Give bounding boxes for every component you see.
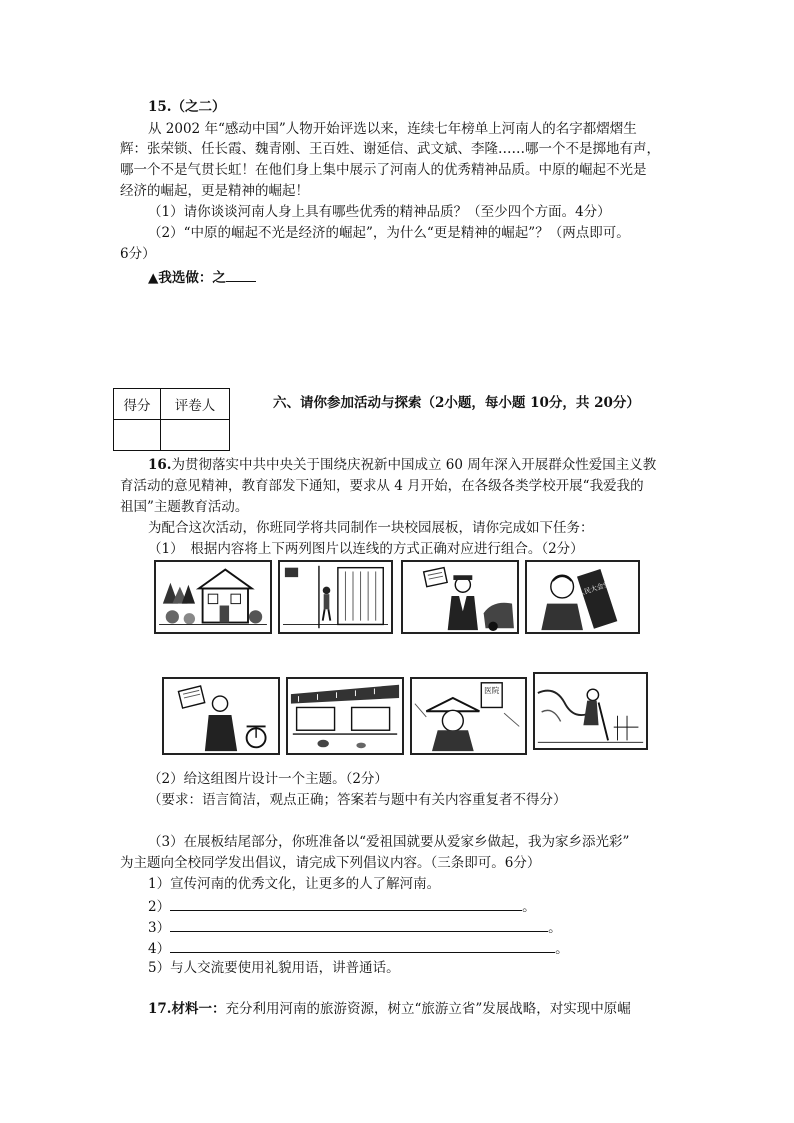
score-cell[interactable] — [114, 420, 161, 451]
proposal-item-3 — [148, 917, 562, 937]
proposal-item-3-blank[interactable] — [170, 917, 548, 932]
q16-number: 16. — [148, 457, 172, 473]
proposal-item-2-end: 。 — [522, 899, 536, 915]
picture-bottom-4-farmer[interactable] — [533, 672, 648, 750]
proposal-item-2-blank[interactable] — [170, 896, 522, 911]
q15-choice — [148, 267, 256, 287]
proposal-item-4 — [148, 938, 569, 958]
proposal-item-2-label: 2） — [148, 899, 171, 915]
proposal-item-3-end: 。 — [548, 920, 562, 936]
score-header: 得分 — [114, 389, 161, 420]
picture-top-1-house[interactable] — [154, 560, 272, 634]
q15-heading — [148, 98, 226, 116]
q15-choice-label: ▲我选做：之 — [148, 270, 226, 286]
score-table — [113, 388, 230, 451]
grader-header: 评卷人 — [161, 389, 230, 420]
q15-number: 15. — [148, 99, 172, 115]
q15-choice-blank[interactable] — [226, 267, 256, 282]
q16-task-intro: 为配合这次活动，你班同学将共同制作一块校园展板，请你完成如下任务： — [148, 520, 594, 536]
q15-para-line-2: 辉：张荣锁、任长霞、魏青刚、王百姓、谢延信、武文斌、李隆……哪一个不是掷地有声， — [120, 141, 660, 157]
q15-sub2-line1: （2）“中原的崛起不光是经济的崛起”，为什么“更是精神的崛起”？（两点即可。 — [148, 225, 630, 241]
proposal-item-4-end: 。 — [555, 941, 569, 957]
q17-text: 充分利用河南的旅游资源，树立“旅游立省”发展战略，对实现中原崛 — [225, 1001, 631, 1017]
proposal-item-5: 5）与人交流要使用礼貌用语，讲普通话。 — [148, 960, 400, 976]
q16-sub2-requirement: （要求：语言简洁，观点正确；答案若与题中有关内容重复者不得分） — [148, 792, 567, 808]
q16-sub2: （2）给这组图片设计一个主题。（2分） — [148, 771, 388, 787]
proposal-item-1: 1）宣传河南的优秀文化，让更多的人了解河南。 — [148, 876, 441, 892]
hospital-sign: 医院 — [484, 686, 500, 696]
proposal-item-4-blank[interactable] — [170, 938, 555, 953]
q16-intro-text-1: 为贯彻落实中共中央关于围绕庆祝新中国成立 60 周年深入开展群众性爱国主义教 — [171, 457, 657, 473]
proposal-item-3-label: 3） — [148, 920, 171, 936]
picture-top-4-great-hall[interactable] — [525, 560, 640, 634]
q15-sub2-line2: 6分） — [120, 246, 156, 262]
q16-sub1: （1） 根据内容将上下两列图片以连线的方式正确对应进行组合。（2分） — [148, 541, 584, 557]
picture-top-3-businessman-car[interactable] — [401, 560, 519, 634]
q16-intro-line-3: 祖国”主题教育活动。 — [120, 499, 249, 515]
q15-para-line-4: 经济的崛起，更是精神的崛起！ — [120, 183, 309, 199]
great-hall-sign: 人民大会堂 — [576, 579, 611, 598]
q16-intro-line-1 — [148, 456, 656, 474]
picture-bottom-3-hospital[interactable] — [410, 677, 527, 755]
q16-sub3-line2: 为主题向全校同学发出倡议，请完成下列倡议内容。（三条即可。6分） — [120, 855, 541, 871]
q17-line — [148, 1000, 631, 1018]
q15-para-line-3: 哪一个不是气贯长虹！在他们身上集中展示了河南人的优秀精神品质。中原的崛起不光是 — [120, 162, 647, 178]
grader-cell[interactable] — [161, 420, 230, 451]
q17-label: 17.材料一： — [148, 1001, 226, 1017]
section6-heading: 六、请你参加活动与探索（2小题，每小题 10分，共 20分） — [273, 395, 640, 411]
proposal-item-2 — [148, 896, 536, 916]
picture-bottom-2-shop[interactable] — [286, 677, 404, 755]
proposal-item-4-label: 4） — [148, 941, 171, 957]
q15-para-line-1: 从 2002 年“感动中国”人物开始评选以来，连续七年榜单上河南人的名字都熠熠生 — [148, 121, 637, 137]
picture-bottom-1-bicycle[interactable] — [162, 677, 280, 755]
q16-sub3-line1: （3）在展板结尾部分，你班准备以“爱祖国就要从爱家乡做起，我为家乡添光彩” — [148, 834, 630, 850]
q16-intro-line-2: 育活动的意见精神，教育部发下通知，要求从 4 月开始，在各级各类学校开展“我爱我的 — [120, 478, 644, 494]
q15-title: （之二） — [171, 99, 226, 115]
picture-top-2-street[interactable] — [278, 560, 393, 634]
q15-sub1: （1）请你谈谈河南人身上具有哪些优秀的精神品质？（至少四个方面。4分） — [148, 204, 611, 220]
